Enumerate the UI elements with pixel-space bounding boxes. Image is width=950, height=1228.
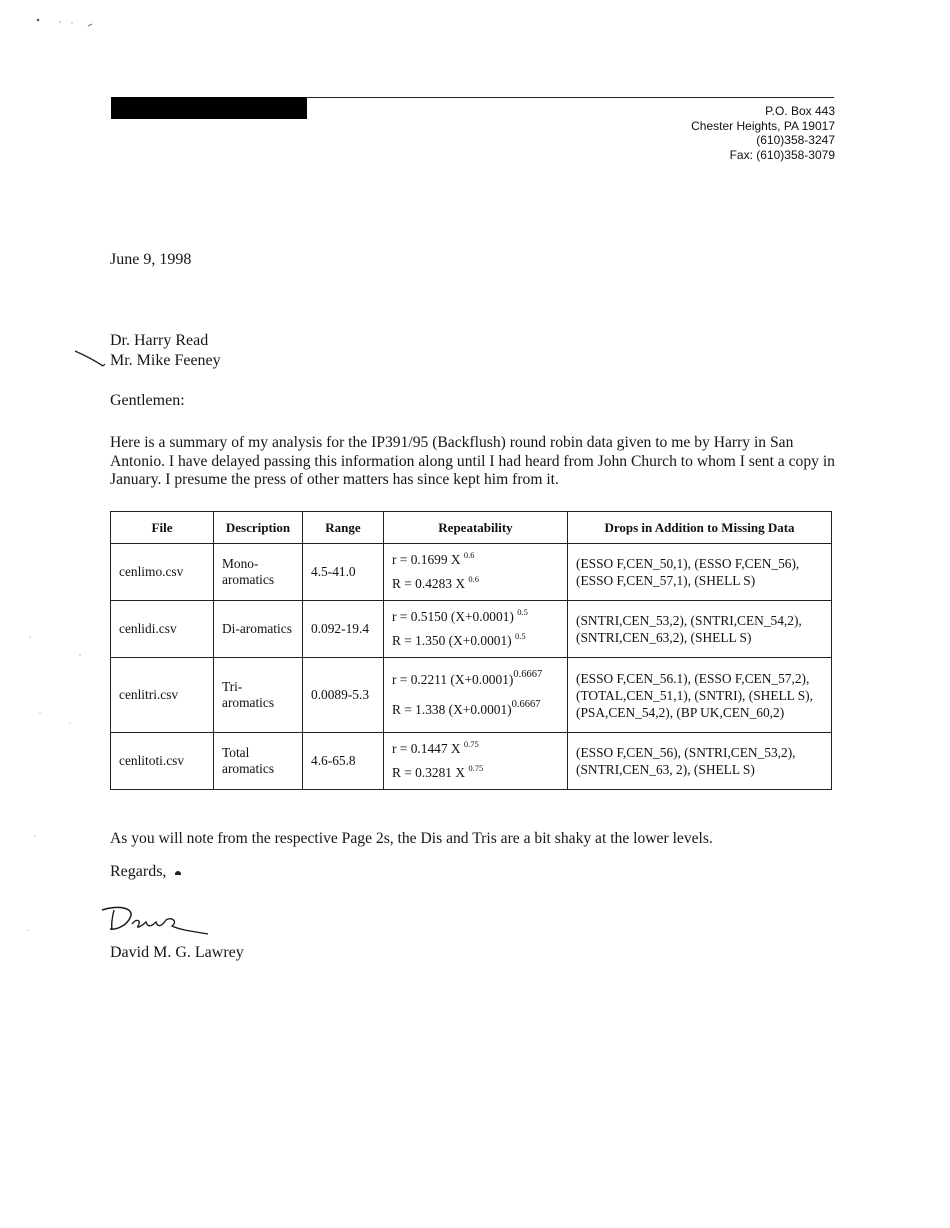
reproducibility-R: R = 0.3281 X $^{0.75}$ — [392, 763, 484, 780]
summary-table — [110, 511, 832, 790]
letterhead-redaction-bar — [111, 97, 307, 119]
cell-range: 4.5-41.0 — [303, 544, 384, 601]
table-row — [111, 601, 832, 658]
signer-name: David M. G. Lawrey — [110, 944, 244, 961]
repeatability-r: r = 0.1447 X $^{0.75}$ — [392, 739, 479, 756]
address-line-po-box: P.O. Box 443 — [765, 104, 835, 118]
cell-range: 0.0089-5.3 — [303, 658, 384, 733]
cell-description: Total aromatics — [214, 733, 303, 790]
cell-description: Mono-aromatics — [214, 544, 303, 601]
handwritten-check-mark — [74, 348, 108, 370]
address-line-fax: Fax: (610)358-3079 — [729, 147, 835, 162]
recipients-block — [110, 331, 221, 371]
cell-file: cenlimo.csv — [111, 544, 214, 601]
repeatability-r: r = 0.2211 $(X+0.0001)^{0.6667}$ — [392, 669, 543, 687]
reproducibility-R: R = 1.338 $(X+0.0001)^{0.6667}$ — [392, 699, 541, 717]
header-repeatability: Repeatability — [384, 512, 568, 544]
cell-description: Tri-aromatics — [214, 658, 303, 733]
reproducibility-R: R = 1.350 (X+0.0001) $^{0.5}$ — [392, 631, 526, 648]
letterhead-address — [691, 104, 835, 162]
table-row — [111, 658, 832, 733]
body-paragraph: Here is a summary of my analysis for the IP391/95 (Backflush) round robin data given to me by Harry in San Antonio. I have delayed passing this information along until I had heard from John Church to whom I sent a copy in January. I presume the press of other matters has since kept him from it. — [110, 434, 835, 488]
closing-paragraph: As you will note from the respective Page 2s, the Dis and Tris are a bit shaky at the lower levels. — [110, 830, 713, 847]
header-file: File — [111, 512, 214, 544]
cell-repeatability — [384, 544, 568, 601]
address-line-city: Chester Heights, PA 19017 — [691, 118, 835, 133]
cell-drops: (ESSO F,CEN_50,1), (ESSO F,CEN_56), (ESSO F,CEN_57,1), (SHELL S) — [568, 544, 832, 601]
cell-range: 4.6-65.8 — [303, 733, 384, 790]
cell-repeatability — [384, 658, 568, 733]
header-drops: Drops in Addition to Missing Data — [568, 512, 832, 544]
letterhead-rule — [305, 97, 834, 98]
ink-mark — [175, 871, 181, 875]
scan-specks — [0, 0, 120, 1228]
header-range: Range — [303, 512, 384, 544]
handwritten-signature — [96, 902, 216, 938]
table-row — [111, 544, 832, 601]
header-description: Description — [214, 512, 303, 544]
cell-drops: (SNTRI,CEN_53,2), (SNTRI,CEN_54,2), (SNTRI,CEN_63,2), (SHELL S) — [568, 601, 832, 658]
table-row — [111, 733, 832, 790]
cell-range: 0.092-19.4 — [303, 601, 384, 658]
cell-file: cenlitoti.csv — [111, 733, 214, 790]
address-line-phone: (610)358-3247 — [756, 133, 835, 147]
recipient-1: Dr. Harry Read — [110, 332, 209, 349]
cell-repeatability — [384, 733, 568, 790]
cell-drops: (ESSO F,CEN_56.1), (ESSO F,CEN_57,2), (TOTAL,CEN_51,1), (SNTRI), (SHELL S), (PSA,CEN_54,2), (BP UK,CEN_60,2) — [568, 658, 832, 733]
reproducibility-R: R = 0.4283 X $^{0.6}$ — [392, 574, 480, 591]
repeatability-r: r = 0.1699 X $^{0.6}$ — [392, 550, 475, 567]
table-header-row — [111, 512, 832, 544]
cell-file: cenlidi.csv — [111, 601, 214, 658]
cell-drops: (ESSO F,CEN_56), (SNTRI,CEN_53,2), (SNTRI,CEN_63, 2), (SHELL S) — [568, 733, 832, 790]
recipient-2: Mr. Mike Feeney — [110, 352, 221, 369]
cell-description: Di-aromatics — [214, 601, 303, 658]
regards-line: Regards, — [110, 863, 167, 880]
cell-repeatability — [384, 601, 568, 658]
letter-date: June 9, 1998 — [110, 251, 192, 268]
repeatability-r: r = 0.5150 (X+0.0001) $^{0.5}$ — [392, 607, 528, 624]
salutation: Gentlemen: — [110, 392, 185, 409]
cell-file: cenlitri.csv — [111, 658, 214, 733]
